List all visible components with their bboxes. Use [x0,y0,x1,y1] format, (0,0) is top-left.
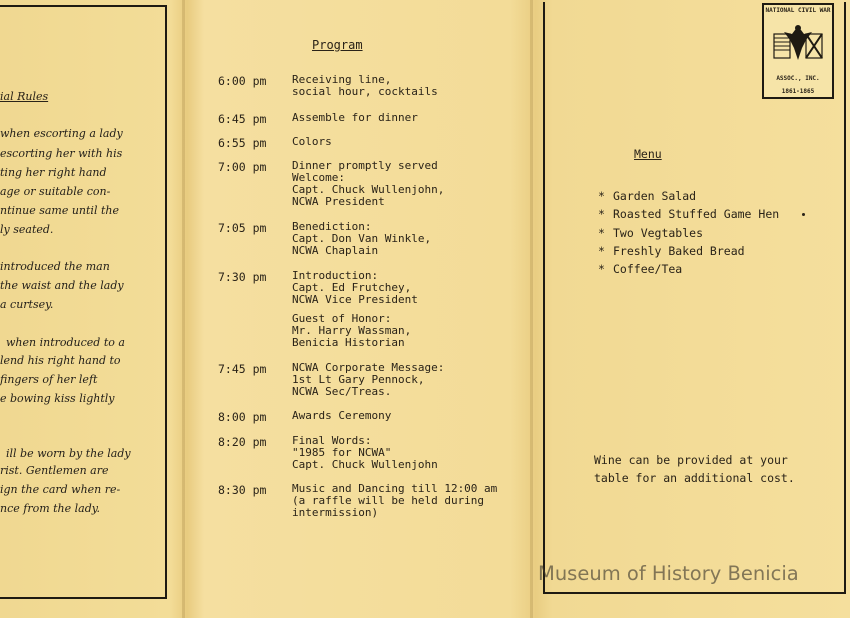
rules-line: ign the card when re- [0,483,121,496]
menu-item [598,189,696,203]
menu-item [598,226,703,240]
program-event: Colors [292,135,332,148]
ncwa-seal-logo [762,3,834,99]
ink-speck [802,213,805,216]
rules-line: age or suitable con- [0,185,111,198]
program-event: Guest of Honor: Mr. Harry Wassman, Benicia Historian [292,312,412,349]
rules-line: escorting her with his [0,147,123,160]
bullet-icon: * [598,243,605,258]
program-time: 7:45 pm [218,362,267,376]
rules-line: when escorting a lady [0,127,123,140]
program-time: 7:30 pm [218,270,267,284]
program-event: Introduction: Capt. Ed Frutchey, NCWA Vice President [292,269,418,306]
rules-line: e bowing kiss lightly [0,392,115,405]
program-time: 8:20 pm [218,435,267,449]
menu-item [598,207,779,221]
program-event: Final Words: "1985 for NCWA" Capt. Chuck Wullenjohn [292,434,438,471]
rules-line: a curtsey. [0,298,54,311]
program-time: 6:00 pm [218,74,267,88]
rules-line: lend his right hand to [0,354,121,367]
rules-line: nce from the lady. [0,502,101,515]
rules-line: ly seated. [0,223,54,236]
seal-top-text: NATIONAL CIVIL WAR [765,7,831,14]
fold-line-left [182,0,185,618]
wine-note: Wine can be provided at your table for an additional cost. [594,453,795,485]
fold-line-right [530,0,533,618]
program-time: 7:00 pm [218,160,267,174]
program-event: Receiving line, social hour, cocktails [292,73,438,98]
menu-item-label: Roasted Stuffed Game Hen [613,207,780,222]
menu-item-label: Garden Salad [613,189,697,203]
rules-line: the waist and the lady [0,279,124,292]
menu-title: Menu [634,147,662,161]
program-time: 7:05 pm [218,221,267,235]
rules-line: ntinue same until the [0,204,119,217]
bullet-icon: * [598,262,605,277]
program-time: 8:00 pm [218,410,267,424]
rules-line: ill be worn by the lady [6,447,131,460]
rules-title: ial Rules [0,90,49,103]
menu-item-label: Two Vegtables [613,225,704,240]
menu-item [598,244,745,258]
seal-years: 1861-1865 [781,87,815,95]
seal-bottom-text: ASSOC., INC. [776,75,820,83]
eagle-flags-icon [770,20,826,70]
program-event: Benediction: Capt. Don Van Winkle, NCWA Chaplain [292,220,432,257]
program-event: Awards Ceremony [292,409,392,422]
program-event: Assemble for dinner [292,111,418,124]
rules-line: when introduced to a [6,336,125,349]
program-event: NCWA Corporate Message: 1st Lt Gary Pennock, NCWA Sec/Treas. [292,361,445,398]
bullet-icon: * [598,189,605,203]
menu-item [598,262,682,276]
rules-line: introduced the man [0,260,110,273]
program-time: 6:45 pm [218,112,267,126]
rules-line: ting her right hand [0,166,107,179]
bullet-icon: * [598,207,605,222]
rules-line: fingers of her left [0,373,98,386]
program-event: Music and Dancing till 12:00 am (a raffle will be held during intermission) [292,482,498,519]
menu-item-label: Freshly Baked Bread [613,243,745,258]
program-time: 6:55 pm [218,136,267,150]
bullet-icon: * [598,225,605,240]
rules-line: rist. Gentlemen are [0,464,109,477]
program-title: Program [312,38,363,52]
museum-watermark: Museum of History Benicia [538,562,799,585]
program-event: Dinner promptly served Welcome: Capt. Chuck Wullenjohn, NCWA President [292,159,445,208]
program-time: 8:30 pm [218,483,267,497]
menu-item-label: Coffee/Tea [613,262,683,277]
